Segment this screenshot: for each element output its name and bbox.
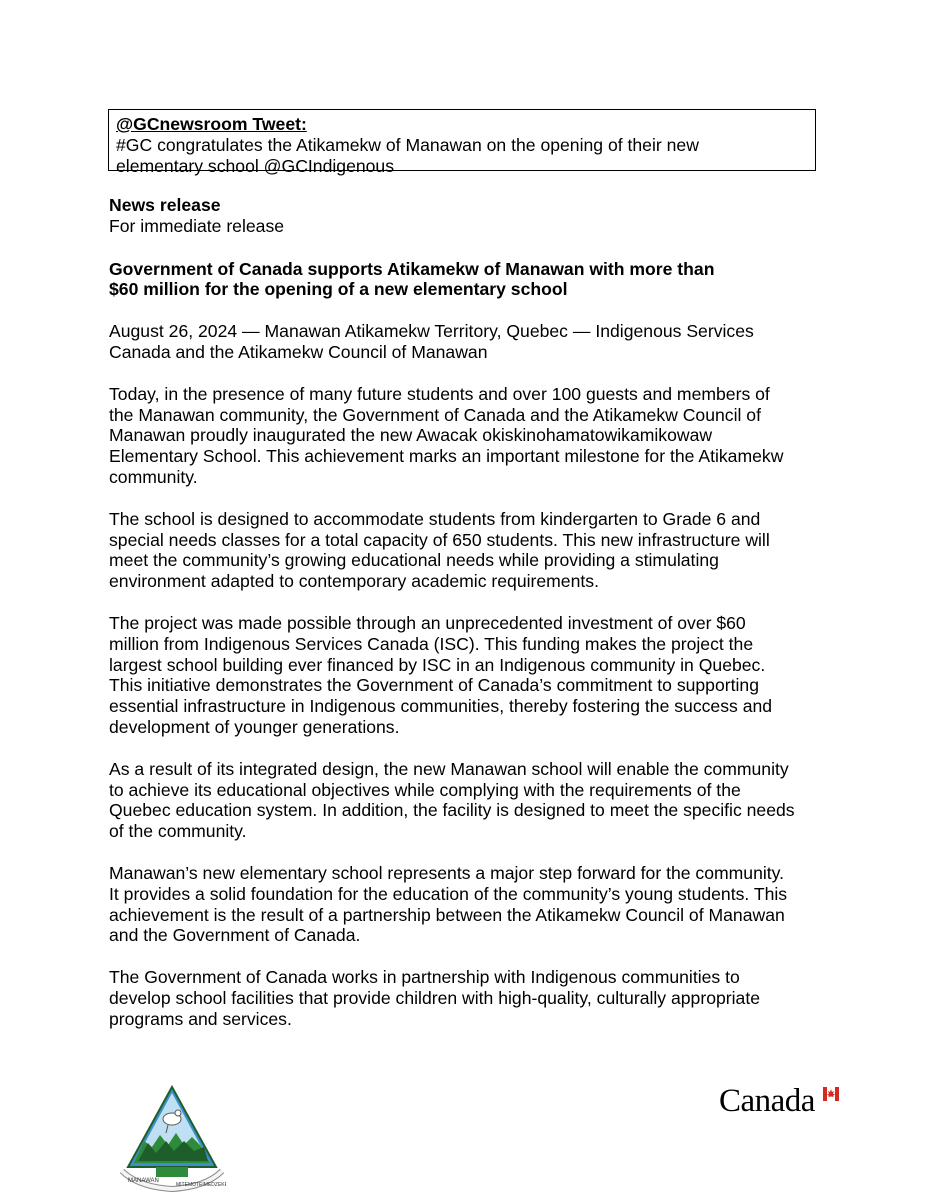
headline-line-2: $60 million for the opening of a new elementary school <box>109 279 568 300</box>
paragraph-6-line-3: achievement is the result of a partnership between the Atikamekw Council of Manawan <box>109 904 785 925</box>
paragraph-6-line-2: It provides a solid foundation for the education of the community’s young students. This <box>109 883 788 904</box>
tweet-box <box>108 109 816 176</box>
canada-wordmark-text: Canada <box>719 1083 815 1119</box>
paragraph-4-line-2: million from Indigenous Services Canada (ISC). This funding makes the project the <box>109 633 754 654</box>
paragraph-5-line-4: of the community. <box>109 821 247 842</box>
canada-flag-icon <box>823 1087 839 1101</box>
paragraph-2-line-1: Today, in the presence of many future students and over 100 guests and members of <box>109 383 770 404</box>
canada-wordmark <box>719 1085 841 1119</box>
paragraph-4-line-4: This initiative demonstrates the Government of Canada’s commitment to supporting <box>109 675 759 696</box>
paragraph-4-line-5: essential infrastructure in Indigenous communities, thereby fostering the success and <box>109 696 773 717</box>
logo-banner-right: MITEMOTEIMEDZEKE <box>176 1182 226 1188</box>
headline <box>109 259 821 301</box>
paragraph-5-line-2: to achieve its educational objectives while complying with the requirements of the <box>109 779 741 800</box>
paragraph-3-line-1: The school is designed to accommodate students from kindergarten to Grade 6 and <box>109 508 761 529</box>
paragraph-4 <box>109 613 821 738</box>
paragraph-7 <box>109 967 821 1029</box>
paragraph-6-line-1: Manawan’s new elementary school represents a major step forward for the community. <box>109 862 785 883</box>
paragraph-4-line-3: largest school building ever financed by ISC in an Indigenous community in Quebec. <box>109 654 766 675</box>
paragraph-7-line-3: programs and services. <box>109 1008 292 1029</box>
manawan-emblem-icon <box>118 1083 226 1193</box>
paragraph-2-line-3: Manawan proudly inaugurated the new Awacak okiskinohamatowikamikowaw <box>109 425 713 446</box>
paragraph-4-line-1: The project was made possible through an unprecedented investment of over $60 <box>109 612 746 633</box>
headline-line-1: Government of Canada supports Atikamekw of Manawan with more than <box>109 258 715 279</box>
paragraph-3 <box>109 509 821 592</box>
logo-banner-left: MANAWAN <box>128 1178 159 1184</box>
release-sub: For immediate release <box>109 215 285 236</box>
paragraph-2 <box>109 384 821 488</box>
paragraph-5-line-3: Quebec education system. In addition, the facility is designed to meet the specific needs <box>109 800 795 821</box>
paragraph-2-line-2: the Manawan community, the Government of Canada and the Atikamekw Council of <box>109 404 761 425</box>
paragraph-2-line-4: Elementary School. This achievement marks an important milestone for the Atikamekw <box>109 446 784 467</box>
paragraph-1-line-1: August 26, 2024 — Manawan Atikamekw Territory, Quebec — Indigenous Services <box>109 321 754 342</box>
paragraph-1 <box>109 321 821 363</box>
release-label: News release <box>109 195 221 215</box>
tweet-text-line-1: #GC congratulates the Atikamekw of Manawan on the opening of their new <box>116 134 699 155</box>
paragraph-3-line-3: meet the community’s growing educational needs while providing a stimulating <box>109 550 719 571</box>
paragraph-7-line-1: The Government of Canada works in partnership with Indigenous communities to <box>109 967 740 988</box>
paragraph-3-line-2: special needs classes for a total capacity of 650 students. This new infrastructure will <box>109 529 770 550</box>
paragraph-2-line-5: community. <box>109 466 198 487</box>
paragraph-7-line-2: develop school facilities that provide children with high-quality, culturally appropriate <box>109 987 760 1008</box>
paragraph-4-line-6: development of younger generations. <box>109 716 400 737</box>
paragraphs <box>109 321 821 1029</box>
tweet-text-line-2: elementary school @GCIndigenous <box>116 155 395 176</box>
paragraph-6-line-4: and the Government of Canada. <box>109 925 361 946</box>
paragraph-5 <box>109 759 821 842</box>
manawan-logo <box>118 1083 226 1193</box>
paragraph-1-line-2: Canada and the Atikamekw Council of Manawan <box>109 341 488 362</box>
paragraph-5-line-1: As a result of its integrated design, the new Manawan school will enable the community <box>109 758 789 779</box>
tweet-heading: @GCnewsroom Tweet: <box>116 114 307 134</box>
paragraph-3-line-4: environment adapted to contemporary academic requirements. <box>109 571 599 592</box>
document-body <box>109 195 821 1030</box>
paragraph-6 <box>109 863 821 946</box>
